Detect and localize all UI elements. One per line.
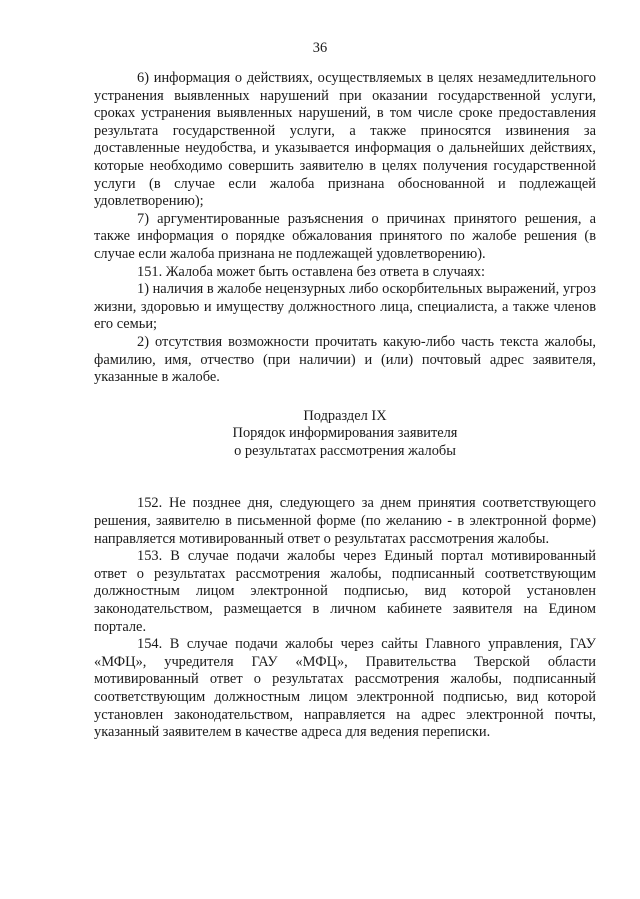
section-heading-title-line-1: Порядок информирования заявителя [232,425,458,442]
section-heading-title-line-2: о результатах рассмотрения жалобы [234,442,456,459]
page-number: 36 [312,40,328,56]
document-body [94,70,596,742]
paragraph-152: 152. Не позднее дня, следующего за днем принятия соответствующего решения, заявителю в письменной форме (по желанию - в электронной форме) направляется мотивированный ответ о результатах рассмотрения жалобы. [94,495,596,547]
paragraph-item-6: 6) информация о действиях, осуществляемых в целях незамедлительного устранения выявленных нарушений при оказании государственной услуги, сроках устранения выявленных нарушений, в том числе сроке предоставления результата государственной услуги, а также приносятся извинения за доставленные неудобства, и указывается информация о дальнейших действиях, которые необходимо совершить заявителю в целях получения государственной услуги (в случае если жалоба признана обоснованной и подлежащей удовлетворению); [94,70,596,210]
paragraph-153: 153. В случае подачи жалобы через Единый портал мотивированный ответ о результатах рассмотрения жалобы, подписанный соответствующим должностным лицом электронной подписью, вид которой установлен законодательством, размещается в личном кабинете заявителя на Едином портале. [94,548,596,635]
section-heading-number: Подраздел IX [303,407,387,424]
paragraph-151-item-2: 2) отсутствия возможности прочитать какую-либо часть текста жалобы, фамилию, имя, отчество (при наличии) и (или) почтовый адрес заявителя, указанные в жалобе. [94,333,596,386]
section-heading [94,408,596,461]
paragraph-item-7: 7) аргументированные разъяснения о причинах принятого решения, а также информация о порядке обжалования принятого по жалобе решения (в случае если жалоба признана не подлежащей удовлетворению). [94,210,596,262]
paragraph-154: 154. В случае подачи жалобы через сайты Главного управления, ГАУ «МФЦ», учредителя ГАУ «МФЦ», Правительства Тверской области мотивированный ответ о результатах рассмотрения жалобы, подписанный соответствующим должностным лицом электронной подписью, вид которой установлен законодательством, направляется на адрес электронной почты, указанный заявителем в качестве адреса для ведения переписки. [94,636,596,741]
paragraph-151-item-1: 1) наличия в жалобе нецензурных либо оскорбительных выражений, угроз жизни, здоровью и имуществу должностного лица, специалиста, а также членов его семьи; [94,281,596,333]
paragraph-151: 151. Жалоба может быть оставлена без ответа в случаях: [137,263,485,280]
